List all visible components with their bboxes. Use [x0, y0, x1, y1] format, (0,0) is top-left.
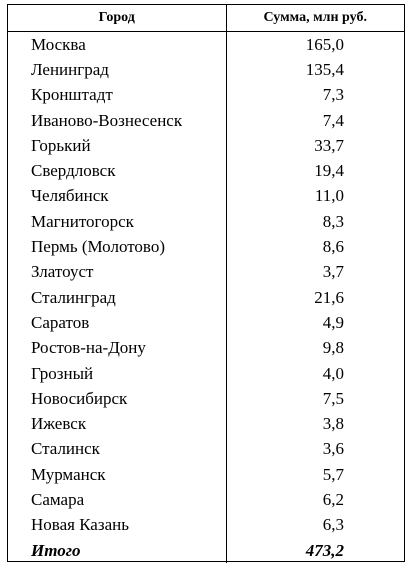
table-row [8, 386, 404, 411]
city-cell: Новая Казань [8, 513, 226, 538]
city-cell: Челябинск [8, 184, 226, 209]
table-row [8, 133, 404, 158]
city-cell: Ростов-на-Дону [8, 336, 226, 361]
amount-cell: 8,6 [322, 237, 344, 257]
city-cell: Пермь (Молотово) [8, 234, 226, 259]
amount-cell: 19,4 [314, 161, 344, 181]
table-row [8, 260, 404, 285]
table-row [8, 487, 404, 512]
amount-cell: 6,3 [322, 515, 344, 535]
amount-cell: 6,2 [322, 489, 344, 509]
city-cell: Ленинград [8, 57, 226, 82]
table-row [8, 108, 404, 133]
table-row [8, 361, 404, 386]
table-row [8, 462, 404, 487]
table-row [8, 32, 404, 58]
table-row [8, 184, 404, 209]
city-cell: Кронштадт [8, 83, 226, 108]
table-row [8, 310, 404, 335]
table-row [8, 513, 404, 538]
table-body [8, 32, 404, 564]
total-label: Итого [8, 538, 226, 563]
table-row [8, 411, 404, 436]
city-cell: Иваново-Вознесенск [8, 108, 226, 133]
amount-cell: 8,3 [322, 211, 344, 231]
amount-cell: 5,7 [322, 464, 344, 484]
city-cell: Свердловск [8, 158, 226, 183]
amount-cell: 11,0 [314, 186, 344, 206]
table-row [8, 285, 404, 310]
data-table [8, 5, 404, 563]
amount-cell: 4,0 [322, 363, 344, 383]
column-header-city: Город [8, 5, 226, 32]
amount-cell: 21,6 [314, 287, 344, 307]
amount-cell: 7,4 [322, 110, 344, 130]
column-header-amount: Сумма, млн руб. [226, 5, 404, 32]
amount-cell: 3,7 [322, 262, 344, 282]
city-cell: Ижевск [8, 411, 226, 436]
amount-cell: 9,8 [322, 338, 344, 358]
amount-cell: 3,8 [322, 414, 344, 434]
city-cell: Самара [8, 487, 226, 512]
amount-cell: 165,0 [305, 34, 344, 54]
city-cell: Магнитогорск [8, 209, 226, 234]
amount-cell: 3,6 [322, 439, 344, 459]
amount-cell: 7,3 [322, 85, 344, 105]
city-cell: Горький [8, 133, 226, 158]
city-cell: Саратов [8, 310, 226, 335]
city-cell: Москва [8, 32, 226, 58]
table-row [8, 336, 404, 361]
table-row [8, 57, 404, 82]
table-row [8, 158, 404, 183]
table-row [8, 83, 404, 108]
amount-cell: 33,7 [314, 135, 344, 155]
city-cell: Грозный [8, 361, 226, 386]
amount-cell: 4,9 [322, 312, 344, 332]
table-row [8, 234, 404, 259]
city-cell: Златоуст [8, 260, 226, 285]
amount-cell: 135,4 [305, 59, 344, 79]
table-row [8, 209, 404, 234]
city-cell: Сталинск [8, 437, 226, 462]
city-cell: Мурманск [8, 462, 226, 487]
city-amount-table [7, 4, 405, 562]
table-row [8, 437, 404, 462]
total-row [8, 538, 404, 563]
city-cell: Новосибирск [8, 386, 226, 411]
amount-cell: 7,5 [322, 388, 344, 408]
city-cell: Сталинград [8, 285, 226, 310]
total-amount: 473,2 [305, 540, 344, 560]
header-row [8, 5, 404, 32]
